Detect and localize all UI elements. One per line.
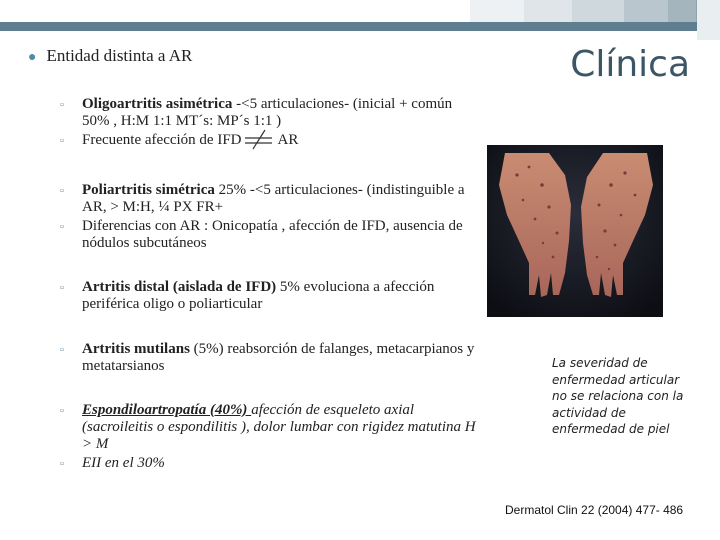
group-artritis-distal bbox=[58, 279, 478, 313]
hands-photo bbox=[487, 145, 663, 317]
item-text: -<5 articulaciones- (inicial + común 50% , H:M 1:1 MT´s: MP´s 1:1 ) bbox=[82, 96, 453, 129]
square-bullet-icon: ▫ bbox=[60, 135, 64, 147]
item-text: afección de esqueleto axial (sacroileitis o espondilitis ), dolor lumbar con rigidez matutina H > M bbox=[82, 402, 476, 452]
top-bullet-text: Entidad distinta a AR bbox=[46, 46, 193, 65]
item-heading: Poliartritis simétrica bbox=[82, 182, 215, 198]
item-heading: Artritis distal (aislada de IFD) bbox=[82, 279, 277, 295]
list-item bbox=[58, 182, 478, 216]
square-bullet-icon: ▫ bbox=[60, 458, 64, 470]
bullet-dot-icon: ● bbox=[28, 50, 37, 65]
item-heading: Espondiloartropatía (40%) bbox=[82, 402, 252, 418]
square-bullet-icon: ▫ bbox=[60, 99, 64, 111]
item-text: Frecuente afección de IFD bbox=[82, 132, 242, 148]
item-text: EII en el 30% bbox=[82, 455, 165, 471]
list-item bbox=[58, 132, 478, 149]
square-bullet-icon: ▫ bbox=[60, 185, 64, 197]
not-equal-icon bbox=[242, 132, 278, 149]
item-text: 25% -<5 articulaciones- (indistinguible a AR, > M:H, ¼ PX FR+ bbox=[82, 182, 465, 215]
top-decorative-bar bbox=[0, 0, 720, 26]
group-espondiloartropatia bbox=[58, 402, 478, 472]
square-bullet-icon: ▫ bbox=[60, 282, 64, 294]
list-item bbox=[58, 402, 478, 453]
item-text: Diferencias con AR : Onicopatía , afección de IFD, ausencia de nódulos subcutáneos bbox=[82, 218, 463, 251]
group-artritis-mutilans bbox=[58, 341, 478, 375]
group-oligoartritis bbox=[58, 96, 478, 149]
square-bullet-icon: ▫ bbox=[60, 405, 64, 417]
item-heading: Oligoartritis asimétrica bbox=[82, 96, 233, 112]
slide-title: Clínica bbox=[570, 44, 690, 85]
list-item bbox=[58, 218, 478, 252]
item-text: AR bbox=[277, 132, 299, 148]
citation: Dermatol Clin 22 (2004) 477- 486 bbox=[505, 503, 684, 517]
item-text: 5% evoluciona a afección periférica oligo o poliarticular bbox=[82, 279, 435, 312]
list-item bbox=[58, 341, 478, 375]
top-bullet bbox=[28, 46, 192, 66]
list-item bbox=[58, 279, 478, 313]
group-poliartritis bbox=[58, 182, 478, 252]
list-item bbox=[58, 455, 478, 472]
square-bullet-icon: ▫ bbox=[60, 221, 64, 233]
item-text: (5%) reabsorción de falanges, metacarpianos y metatarsianos bbox=[82, 341, 475, 374]
photo-caption: La severidad de enfermedad articular no se relaciona con la actividad de enfermedad de piel bbox=[552, 356, 684, 436]
list-item bbox=[58, 96, 478, 130]
item-heading: Artritis mutilans bbox=[82, 341, 190, 357]
square-bullet-icon: ▫ bbox=[60, 344, 64, 356]
